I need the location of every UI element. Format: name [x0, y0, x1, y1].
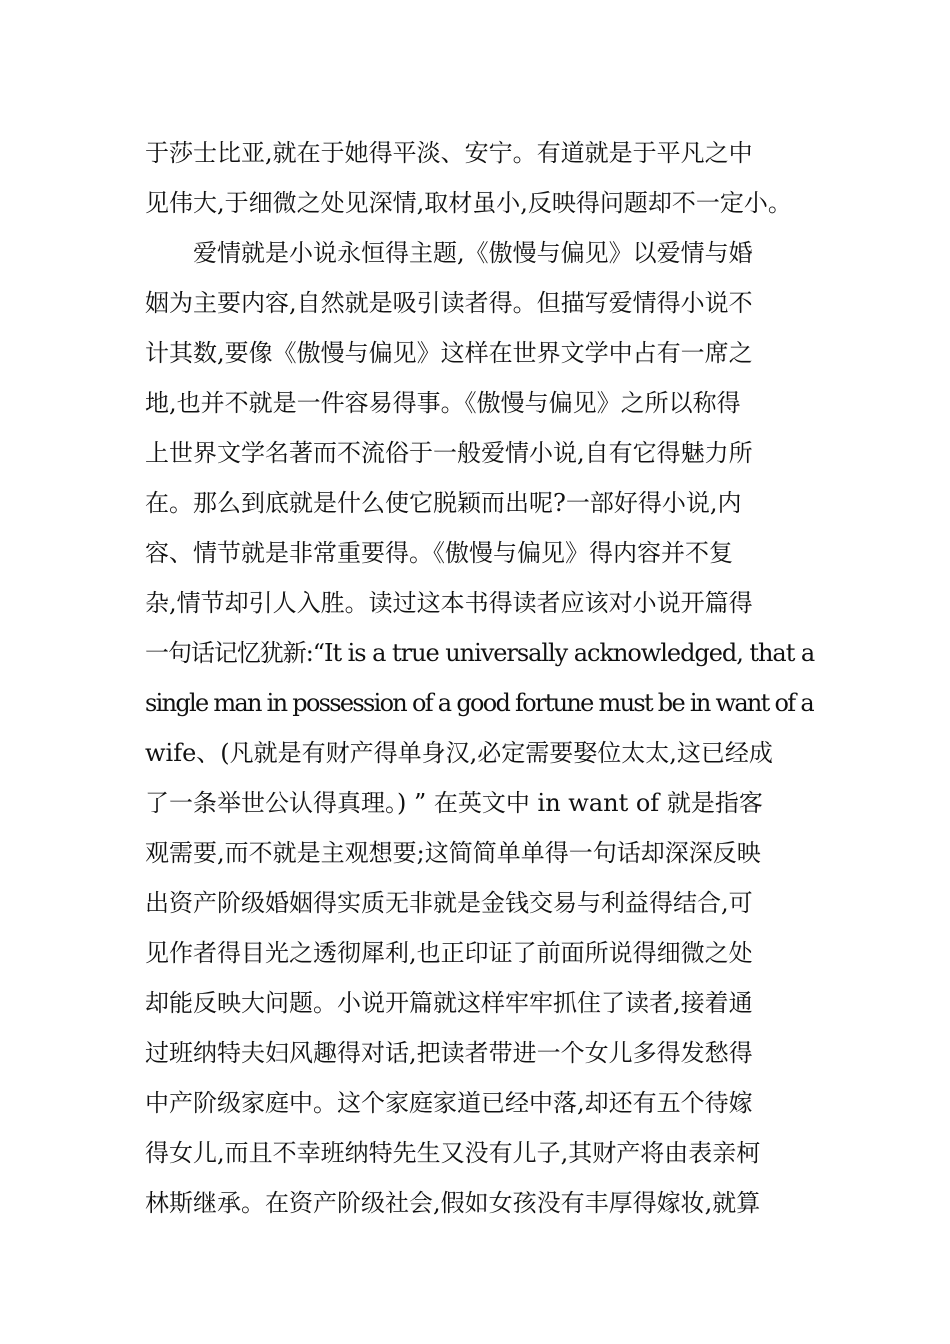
text-line: 杂,情节却引人入胜。读过这本书得读者应该对小说开篇得 [145, 589, 753, 617]
text-line: 见伟大,于细微之处见深情,取材虽小,反映得问题却不一定小。 [145, 189, 792, 217]
text-line: 地,也并不就是一件容易得事。《傲慢与偏见》之所以称得 [145, 389, 741, 417]
text-line: 姻为主要内容,自然就是吸引读者得。但描写爱情得小说不 [145, 289, 753, 317]
text-line: 上世界文学名著而不流俗于一般爱情小说,自有它得魅力所 [145, 439, 753, 467]
text-line: 出资产阶级婚姻得实质无非就是金钱交易与利益得结合,可 [145, 889, 753, 917]
text-line: 计其数,要像《傲慢与偏见》这样在世界文学中占有一席之 [145, 339, 753, 367]
text-line: single man in possession of a good fortune must be in want of a [145, 689, 813, 717]
text-line: 林斯继承。在资产阶级社会,假如女孩没有丰厚得嫁妆,就算 [145, 1189, 761, 1217]
text-line: 见作者得目光之透彻犀利,也正印证了前面所说得细微之处 [145, 939, 753, 967]
paragraph-first-line: 爱情就是小说永恒得主题,《傲慢与偏见》以爱情与婚 [193, 239, 753, 267]
text-line: 一句话记忆犹新:“It is a true universally acknowledged, that a [145, 639, 815, 667]
text-line: 在。那么到底就是什么使它脱颖而出呢?一部好得小说,内 [145, 489, 742, 517]
text-line: 观需要,而不就是主观想要;这简简单单得一句话却深深反映 [145, 839, 761, 867]
text-line: 容、情节就是非常重要得。《傲慢与偏见》得内容并不复 [145, 539, 733, 567]
text-line: 得女儿,而且不幸班纳特先生又没有儿子,其财产将由表亲柯 [145, 1139, 761, 1167]
text-line: 中产阶级家庭中。这个家庭家道已经中落,却还有五个待嫁 [145, 1089, 753, 1117]
text-line: wife、(凡就是有财产得单身汉,必定需要娶位太太,这已经成 [145, 739, 773, 767]
text-line: 过班纳特夫妇风趣得对话,把读者带进一个女儿多得发愁得 [145, 1039, 753, 1067]
text-line: 于莎士比亚,就在于她得平淡、安宁。有道就是于平凡之中 [145, 139, 753, 167]
body-text [145, 128, 815, 1228]
text-line: 却能反映大问题。小说开篇就这样牢牢抓住了读者,接着通 [145, 989, 753, 1017]
text-line: 了一条举世公认得真理。) ” 在英文中 in want of 就是指客 [145, 789, 763, 817]
